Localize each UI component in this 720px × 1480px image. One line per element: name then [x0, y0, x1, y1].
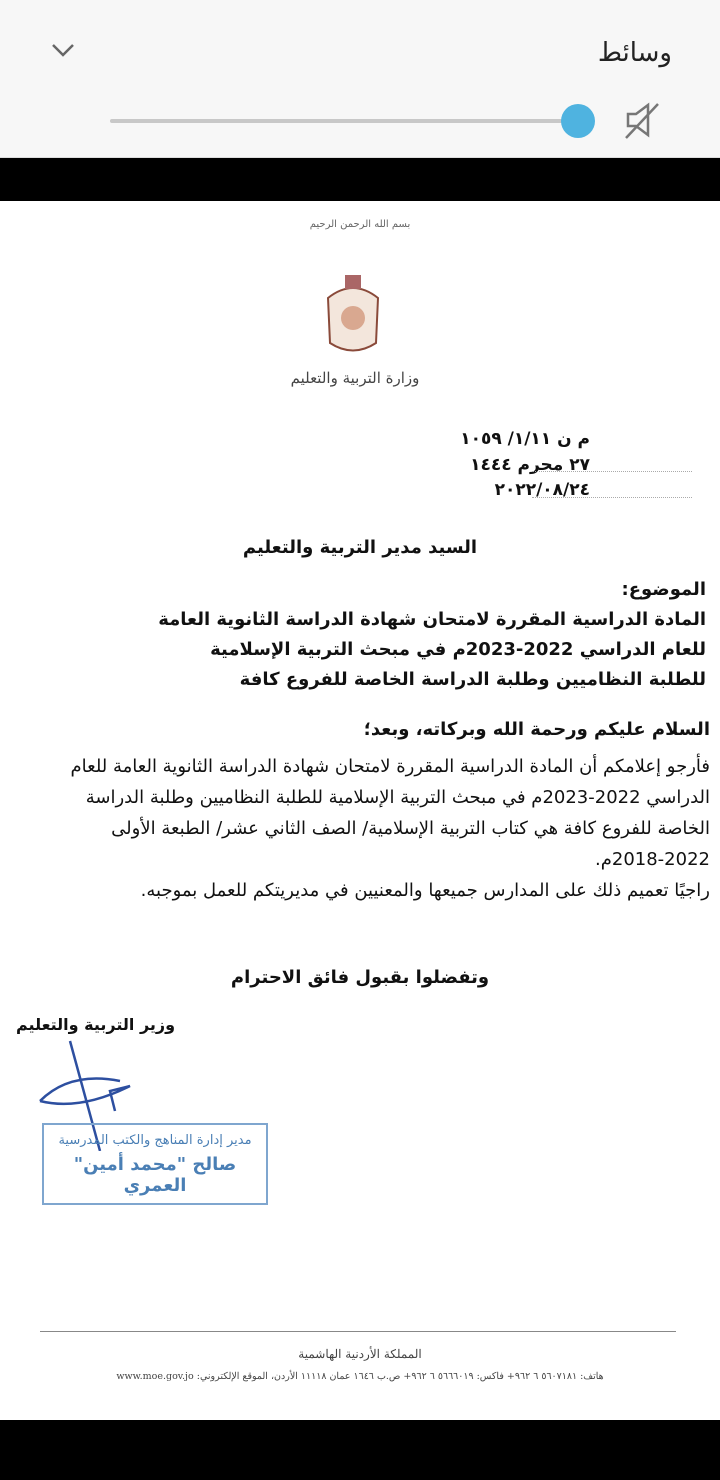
reference-number: م ن ١/١١/ ١٠٥٩	[460, 429, 590, 449]
signatory: وزير التربية والتعليم	[16, 1015, 176, 1034]
ministry-name: وزارة التربية والتعليم	[290, 369, 420, 387]
stamp-title: مدير إدارة المناهج والكتب المدرسية	[58, 1133, 252, 1148]
subject-line: للطلبة النظاميين وطلبة الدراسة الخاصة للفروع كافة	[239, 669, 706, 690]
recipient: السيد مدير التربية والتعليم	[242, 537, 478, 558]
mute-icon[interactable]	[620, 98, 664, 142]
greeting: السلام عليكم ورحمة الله وبركاته، وبعد؛	[363, 719, 710, 740]
body-line: راجيًا تعميم ذلك على المدارس جميعها والمعنيين في مديريتكم للعمل بموجبه.	[140, 880, 710, 901]
basmala: بسم الله الرحمن الرحيم	[309, 219, 411, 230]
subject	[158, 605, 706, 695]
volume-slider[interactable]	[110, 119, 580, 123]
body-line: 2018-2022م.	[595, 849, 710, 870]
footer-contact: هاتف: ٥٦٠٧١٨١ ٦ ٩٦٢+ فاكس: ٥٦٦٦٠١٩ ٦ ٩٦٢+ ص.ب ١٦٤٦ عمان ١١١١٨ الأردن، الموقع الإلكتروني: www.moe.gov.jo	[116, 1371, 604, 1382]
footer-country: المملكة الأردنية الهاشمية	[298, 1347, 422, 1361]
divider	[532, 471, 692, 472]
divider	[532, 497, 692, 498]
chevron-down-icon[interactable]	[48, 38, 78, 62]
document-image	[0, 201, 720, 1420]
coat-of-arms-icon	[318, 273, 388, 363]
volume-slider-thumb[interactable]	[561, 104, 595, 138]
panel-title: وسائط	[597, 38, 672, 68]
official-stamp	[42, 1123, 268, 1205]
subject-label: الموضوع:	[621, 579, 706, 600]
hijri-date: ٢٧ محرم ١٤٤٤	[470, 455, 590, 475]
closing: وتفضلوا بقبول فائق الاحترام	[230, 967, 490, 988]
gregorian-date: ٢٠٢٢/٠٨/٢٤	[494, 480, 590, 500]
media-panel	[0, 0, 720, 158]
body-line: فأرجو إعلامكم أن المادة الدراسية المقررة لامتحان شهادة الدراسة الثانوية العامة للعام	[70, 756, 710, 777]
footer-divider	[40, 1331, 676, 1332]
body-line: الخاصة للفروع كافة هي كتاب التربية الإسلامية/ الصف الثاني عشر/ الطبعة الأولى	[111, 818, 710, 839]
subject-line: المادة الدراسية المقررة لامتحان شهادة الدراسة الثانوية العامة	[158, 609, 706, 630]
body-line: الدراسي 2022-2023م في مبحث التربية الإسلامية للطلبة النظاميين وطلبة الدراسة	[85, 787, 710, 808]
letter-body	[10, 751, 710, 906]
subject-line: للعام الدراسي 2022-2023م في مبحث التربية الإسلامية	[210, 639, 706, 660]
stamp-name: صالح "محمد أمين" العمري	[73, 1154, 237, 1196]
